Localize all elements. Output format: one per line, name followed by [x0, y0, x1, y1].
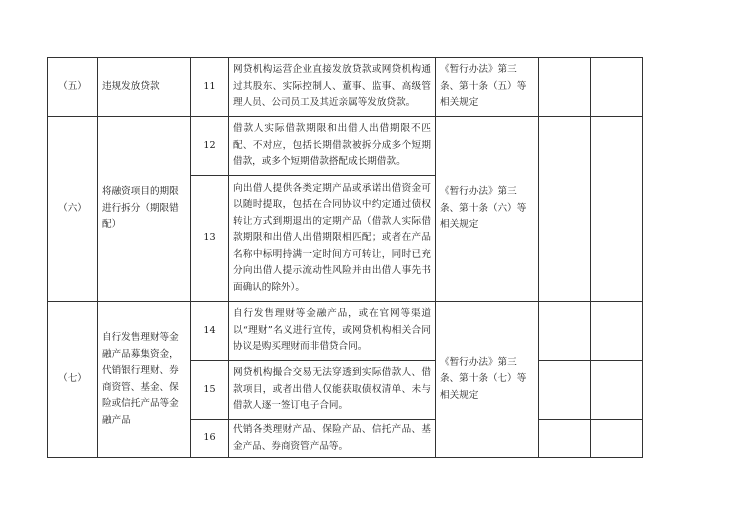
table-row	[48, 58, 643, 117]
blank-cell	[591, 420, 643, 458]
blank-cell	[539, 302, 591, 361]
item-index: （七）	[48, 302, 98, 458]
blank-cell	[539, 58, 591, 117]
blank-cell	[591, 361, 643, 420]
item-number: 12	[191, 117, 229, 176]
item-name: 违规发放贷款	[98, 58, 191, 117]
item-index: （五）	[48, 58, 98, 117]
legal-basis: 《暂行办法》第三条、第十条（五）等相关规定	[436, 58, 539, 117]
blank-cell	[591, 302, 643, 361]
blank-cell	[539, 361, 591, 420]
item-index: （六）	[48, 117, 98, 302]
item-description: 网贷机构运营企业直接发放贷款或网贷机构通过其股东、实际控制人、董事、监事、高级管理人员、公司员工及其近亲属等发放贷款。	[229, 58, 436, 117]
item-description: 网贷机构撮合交易无法穿透到实际借款人、借款项目，或者出借人仅能获取债权清单、未与借款人逐一签订电子合同。	[229, 361, 436, 420]
regulation-table	[47, 57, 643, 458]
legal-basis: 《暂行办法》第三条、第十条（六）等相关规定	[436, 117, 539, 302]
item-description: 向出借人提供各类定期产品或承诺出借资金可以随时提取，包括在合同协议中约定通过债权转让方式到期退出的定期产品（借款人实际借款期限和出借人出借期限相匹配；或者在产品名称中标明持满一定时间方可转让，同时已充分向出借人提示流动性风险并由出借人事先书面确认的除外）。	[229, 176, 436, 302]
item-number: 13	[191, 176, 229, 302]
item-description: 代销各类理财产品、保险产品、信托产品、基金产品、券商资管产品等。	[229, 420, 436, 458]
item-number: 11	[191, 58, 229, 117]
item-name: 将融资项目的期限进行拆分（期限错配）	[98, 117, 191, 302]
table-row	[48, 117, 643, 176]
blank-cell	[539, 117, 591, 302]
table-row	[48, 302, 643, 361]
blank-cell	[539, 420, 591, 458]
item-description: 借款人实际借款期限和出借人出借期限不匹配、不对应，包括长期借款被拆分成多个短期借款，或多个短期借款搭配成长期借款。	[229, 117, 436, 176]
legal-basis: 《暂行办法》第三条、第十条（七）等相关规定	[436, 302, 539, 458]
item-number: 16	[191, 420, 229, 458]
item-number: 15	[191, 361, 229, 420]
item-name: 自行发售理财等金融产品募集资金，代销银行理财、券商资管、基金、保险或信托产品等金融产品	[98, 302, 191, 458]
item-description: 自行发售理财等金融产品，或在官网等渠道以“理财”名义进行宣传，或网贷机构相关合同协议是购买理财而非借贷合同。	[229, 302, 436, 361]
blank-cell	[591, 58, 643, 117]
blank-cell	[591, 117, 643, 302]
item-number: 14	[191, 302, 229, 361]
